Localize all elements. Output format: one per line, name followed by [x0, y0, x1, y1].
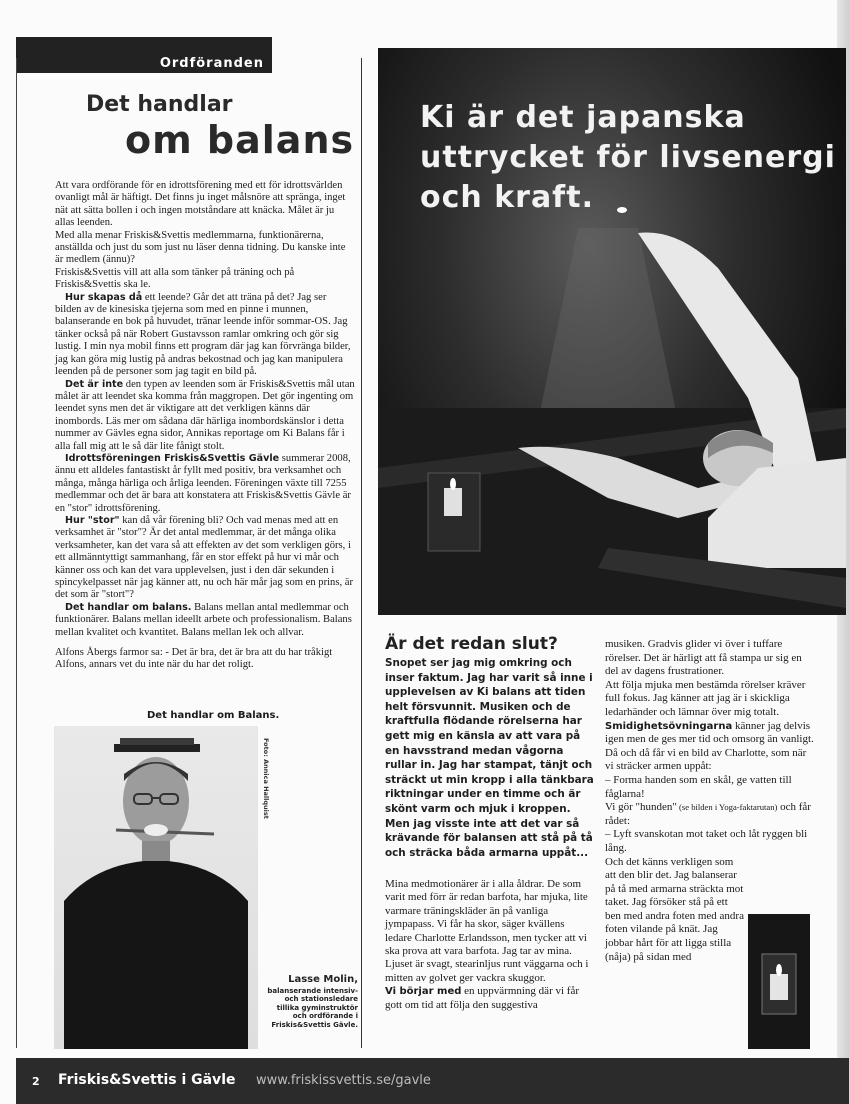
page-number: 2 — [32, 1075, 40, 1088]
paragraph: musiken. Gradvis glider vi över i tuffare rörelser. Det är härligt att få stampa ur sig en del av dagens frustrationer. — [605, 638, 802, 678]
candle-photo — [748, 914, 810, 1049]
paragraph — [55, 292, 355, 379]
paragraph — [605, 720, 815, 774]
paragraph — [385, 985, 593, 1012]
candle-illustration — [748, 914, 810, 1049]
hero-overlay-text: Ki är det japanska uttrycket för livsenergi och kraft. — [420, 100, 836, 215]
photo-credit: Foto: Annica Hallquist — [262, 738, 270, 819]
footer-brand: Friskis&Svettis i Gävle — [58, 1072, 236, 1088]
section-label-bar — [16, 37, 272, 73]
paragraph: – Forma handen som en skål, ge vatten till fåglarna! — [605, 773, 792, 800]
paragraph-text: Vi gör "hunden" — [605, 801, 677, 814]
paragraph-lead: Vi börjar med — [385, 986, 462, 998]
paragraph — [55, 453, 355, 515]
paragraph — [55, 602, 355, 639]
caption-role: balanserande intensiv- och stationsledare tillika gyminstruktör och ordförande i Friskis&Svettis Gävle. — [267, 987, 358, 1029]
paragraph: Att följa mjuka men bestämda rörelser kräver full fokus. Jag känner att jag är i skickliga ledarhänder och lämnar över mig totalt. — [605, 678, 806, 718]
paragraph-text: den typen av leenden som är Friskis&Svettis mål utan målet är att leendet ska komma från maggropen. Det gör ingenting om leendet syns men det är viktigare att det verkligen känns där inombords. Läs mer om sådana där härliga inombordskänslor i detta nummer av Gävles egna sidor, Annikas reportage om Ki Balans får i alla fall mig att le så där lite fånigt stolt. — [55, 378, 355, 452]
paragraph: Och det känns verkligen som att den blir det. Jag balanserar på tå med armarna sträckta mot taket. Jag försöker stå på ett ben med andra foten med andra foten vilande på knät. Jag jobbar hårt för att ligga stilla (nåja) på sidan med — [605, 855, 744, 963]
chairman-article-body — [55, 180, 355, 672]
footer-bar — [16, 1058, 849, 1104]
right-article-column1 — [385, 878, 593, 1012]
paragraph-lead: Hur skapas då — [65, 291, 143, 303]
man-balancing-book-illustration — [54, 726, 258, 1049]
paragraph-text: känner jag delvis igen men de ges mer tid och omsorg än vanligt. Då och då får vi en bild av Charlotte, som när vi sträcker armen uppåt: — [605, 719, 814, 773]
paragraph-lead: Smidighetsövningarna — [605, 720, 733, 732]
paragraph-aside: (se bilden i Yoga-faktarutan) — [676, 802, 778, 813]
paragraph-lead: Hur "stor" — [65, 514, 120, 526]
paragraph-text: och får rådet: — [605, 801, 811, 827]
paragraph: Mina medmotionärer är i alla åldrar. De som varit med förr är redan barfota, har mjuka, lite varmare träningskläder än på vanliga jympapass. Vi får ha skor, säger kvällens ledare Charlotte Erlandsson, men tycker att vi ska prova att vara barfota. Jag tar av mina. Ljuset är svagt, stearinljus runt väggarna och i mitten av golvet ger vackra skuggor. — [385, 878, 589, 984]
paragraph-lead: Det handlar om balans. — [65, 601, 192, 613]
paragraph — [605, 801, 815, 828]
portrait-photo — [54, 726, 258, 1049]
paragraph-lead: Idrottsföreningen Friskis&Svettis Gävle — [65, 452, 280, 464]
hero-photo — [378, 48, 846, 615]
right-article-heading: Är det redan slut? — [385, 634, 558, 654]
paragraph: Alfons Åbergs farmor sa: - Det är bra, det är bra att du har tråkigt Alfons, annars vet du inte när du har det roligt. — [55, 647, 333, 671]
paragraph: Friskis&Svettis vill att alla som tänker på träning och på Friskis&Svettis ska le. — [55, 266, 295, 291]
paragraph — [55, 515, 355, 602]
paragraph-lead: Det är inte — [65, 378, 124, 390]
article-title-line1: Det handlar — [86, 92, 233, 117]
paragraph — [55, 379, 355, 453]
footer-url[interactable]: www.friskissvettis.se/gavle — [256, 1073, 431, 1088]
right-article-intro: Snopet ser jag mig omkring och inser faktum. Jag har varit så inne i upplevelsen av Ki balans att tiden helt försvunnit. Musiken och de kraftfulla flödande rörelserna har gett mig en känsla av att vara på en havsstrand medan vågorna rullar in. Jag har stampat, tänjt och sträckt ut min kropp i alla tänkbara riktningar under en timme och är skönt varm och mjuk i kroppen. Men jag visste inte att det var så krävande för balansen att stå på tå och sträcka båda armarna uppåt... — [385, 657, 594, 859]
paragraph-text: ett leende? Går det att träna på det? Jag ser bilden av de kinesiska tjejerna som med en pinne i munnen, balanserande en bok på huvudet, tränar leende inför sommar-OS. Jag tänker också på när Robert Gustavsson ramlar omkring och gör sig lustig. I min nya mobil finns ett program där jag kan förvränga bilder, jag kan göra mig lustig på andras bekostnad och jag kan manipulera leenden på de personer som jag tagit en bild på. — [55, 291, 351, 378]
left-border-rule — [16, 58, 17, 1048]
column-divider — [361, 58, 362, 1048]
paragraph: – Lyft svanskotan mot taket och låt ryggen bli lång. — [605, 828, 808, 854]
section-label: Ordföranden — [159, 56, 264, 71]
paragraph: Med alla menar Friskis&Svettis medlemmarna, funktionärerna, anställda och just du som just nu läser denna tidning. Du kanske inte är medlem (ännu)? — [55, 229, 346, 266]
signoff: Det handlar om Balans. — [147, 710, 280, 721]
caption-name: Lasse Molin, — [288, 974, 358, 985]
paragraph-text: Balans mellan antal medlemmar och funktionärer. Balans mellan ideellt arbete och professionalism. Balans mellan kvalitet och kvantitet. Balans mellan lek och allvar. — [55, 601, 352, 638]
paragraph-text: summerar 2008, ännu ett alldeles fantastiskt år fyllt med positiv, bra verksamhet och många, många härliga och årliga leenden. Föreningen växte till 7255 medlemmar och det är bara att konstatera att Friskis&Svettis Gävle är en "stor" idrottsförening. — [55, 452, 351, 514]
paragraph: Att vara ordförande för en idrottsförening med ett för idrottsvärlden ovanligt mål är häftigt. Det finns ju inget målsnöre att spränga, inget nät att sätta bollen i och ingen motståndare att knäcka. Målet är ju allas leenden. — [55, 180, 346, 229]
paragraph-text: kan då vår förening bli? Och vad menas med att en verksamhet är "stor"? Är det antal medlemmar, är det många olika verksamheter, kan det vara så att effekten av det som verkligen görs, i ett allmänntyttigt sammanhang, får en stor effekt på hur vi mår och känner oss och kan det vara upplevelsen, just i den där sekunden i spincykelpasset när jag känner att, nu och här mår jag som en prins, är det som är "stort"? — [55, 514, 354, 601]
photo-caption — [262, 974, 358, 1029]
article-title-line2: om balans — [125, 118, 355, 162]
paragraph-text: en uppvärmning där vi får gott om tid att följa den suggestiva — [385, 985, 579, 1011]
